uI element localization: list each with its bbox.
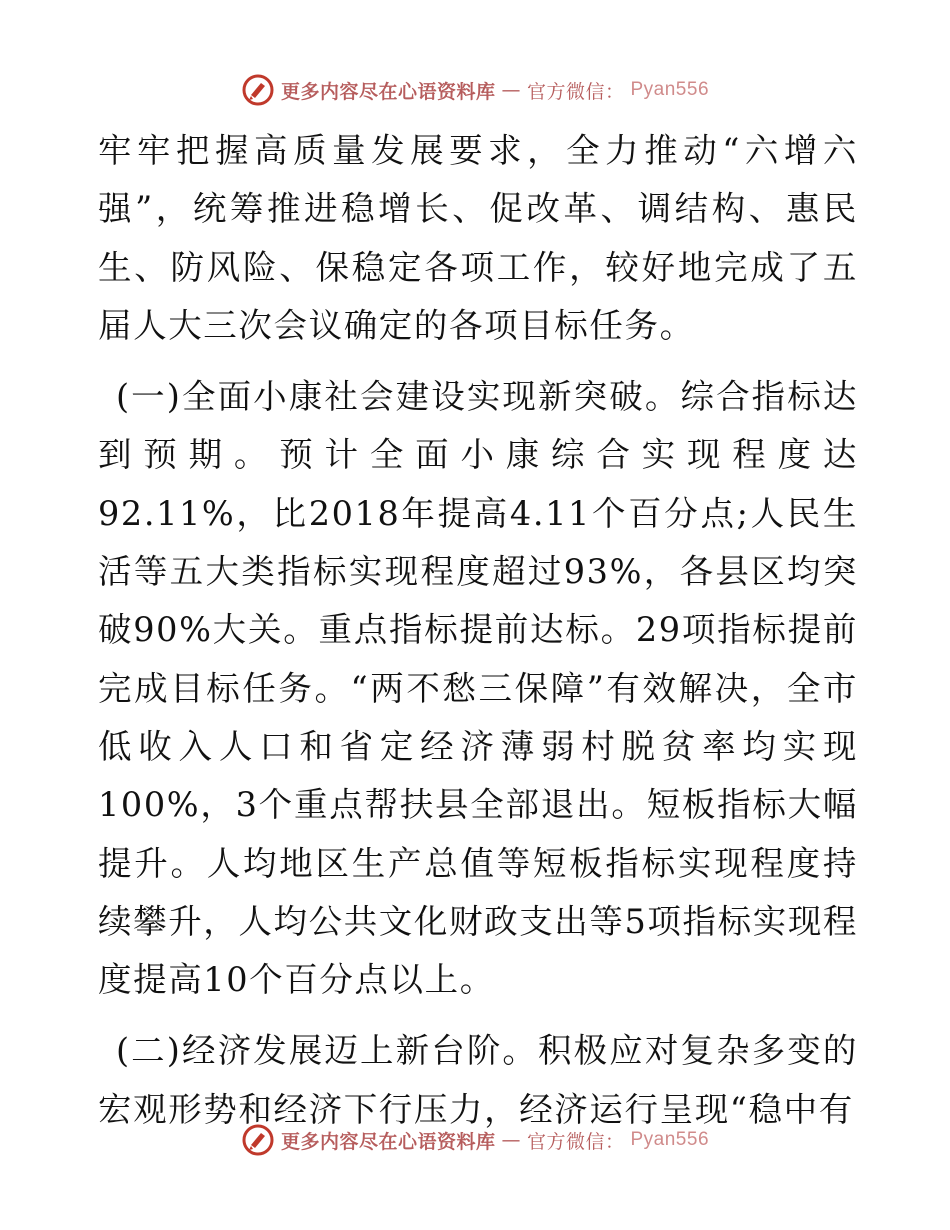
- watermark-site: 更多内容尽在心语资料库: [280, 80, 496, 103]
- paragraph-intro: 牢牢把握高质量发展要求，全力推动“六增六强”，统筹推进稳增长、促改革、调结构、惠民生、防风险、保稳定各项工作，较好地完成了五届人大三次会议确定的各项目标任务。: [98, 131, 858, 345]
- watermark-header: [0, 70, 950, 110]
- paragraph-section-1: (一)全面小康社会建设实现新突破。综合指标达到预期。预计全面小康综合实现程度达92.11%，比2018年提高4.11个百分点;人民生活等五大类指标实现程度超过93%，各县区均突破90%大关。重点指标提前达标。29项指标提前完成目标任务。“两不愁三保障”有效解决，全市低收入人口和省定经济薄弱村脱贫率均实现100%，3个重点帮扶县全部退出。短板指标大幅提升。人均地区生产总值等短板指标实现程度持续攀升，人均公共文化财政支出等5项指标实现程度提高10个百分点以上。: [98, 377, 859, 1000]
- paragraph-section-2: (二)经济发展迈上新台阶。积极应对复杂多变的宏观形势和经济下行压力，经济运行呈现“稳中有: [98, 1031, 858, 1129]
- logo-icon: [241, 73, 275, 107]
- watermark-footer: [0, 1120, 950, 1160]
- watermark-id: Pyan556: [630, 79, 710, 100]
- watermark-official: 官方微信：: [526, 80, 625, 103]
- watermark-site: 更多内容尽在心语资料库: [280, 1130, 496, 1153]
- logo-icon: [241, 1123, 275, 1157]
- watermark-dash: —: [501, 79, 521, 101]
- watermark-dash: —: [501, 1129, 521, 1151]
- watermark-id: Pyan556: [630, 1129, 710, 1150]
- document-body: [98, 122, 858, 1139]
- watermark-official: 官方微信：: [526, 1130, 625, 1153]
